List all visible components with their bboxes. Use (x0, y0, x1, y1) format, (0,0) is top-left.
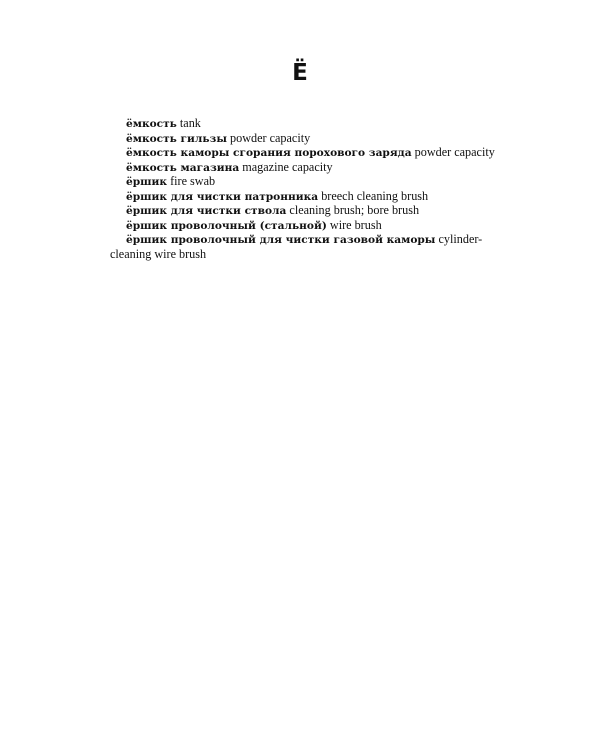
dictionary-entry (110, 219, 502, 234)
entry-translation: cylinder-cleaning wire brush (110, 232, 483, 261)
entry-term: ёмкость каморы сгорания порохового заряда (126, 147, 412, 159)
dictionary-entry (110, 117, 502, 132)
entry-translation: powder capacity (414, 145, 495, 159)
entry-translation: wire brush (329, 217, 382, 232)
entry-translation: magazine capacity (242, 159, 333, 174)
entry-translation: fire swab (170, 174, 216, 188)
entry-term: ёршик проволочный для чистки газовой каморы (126, 234, 436, 246)
letter-heading: Ё (292, 60, 308, 86)
dictionary-entry (110, 190, 502, 205)
entry-term: ёршик для чистки патронника (126, 190, 319, 203)
dictionary-entry (110, 204, 502, 219)
entry-translation: cleaning brush; bore brush (289, 203, 420, 217)
entry-term: ёршик проволочный (стальной) (126, 219, 327, 232)
entry-translation: powder capacity (230, 130, 311, 145)
dictionary-entry (110, 233, 502, 261)
entry-term: ёршик (126, 176, 168, 188)
dictionary-entry (110, 175, 502, 190)
entry-term: ёмкость магазина (126, 161, 240, 174)
entry-list (110, 117, 502, 261)
entry-translation: breech cleaning brush (321, 188, 429, 203)
entry-term: ёмкость гильзы (126, 132, 227, 145)
dictionary-entry (110, 161, 502, 176)
dictionary-entry (110, 146, 502, 161)
dictionary-entry (110, 132, 502, 147)
entry-term: ёршик для чистки ствола (126, 205, 287, 217)
entry-term: ёмкость (126, 118, 177, 130)
entry-translation: tank (179, 116, 201, 130)
